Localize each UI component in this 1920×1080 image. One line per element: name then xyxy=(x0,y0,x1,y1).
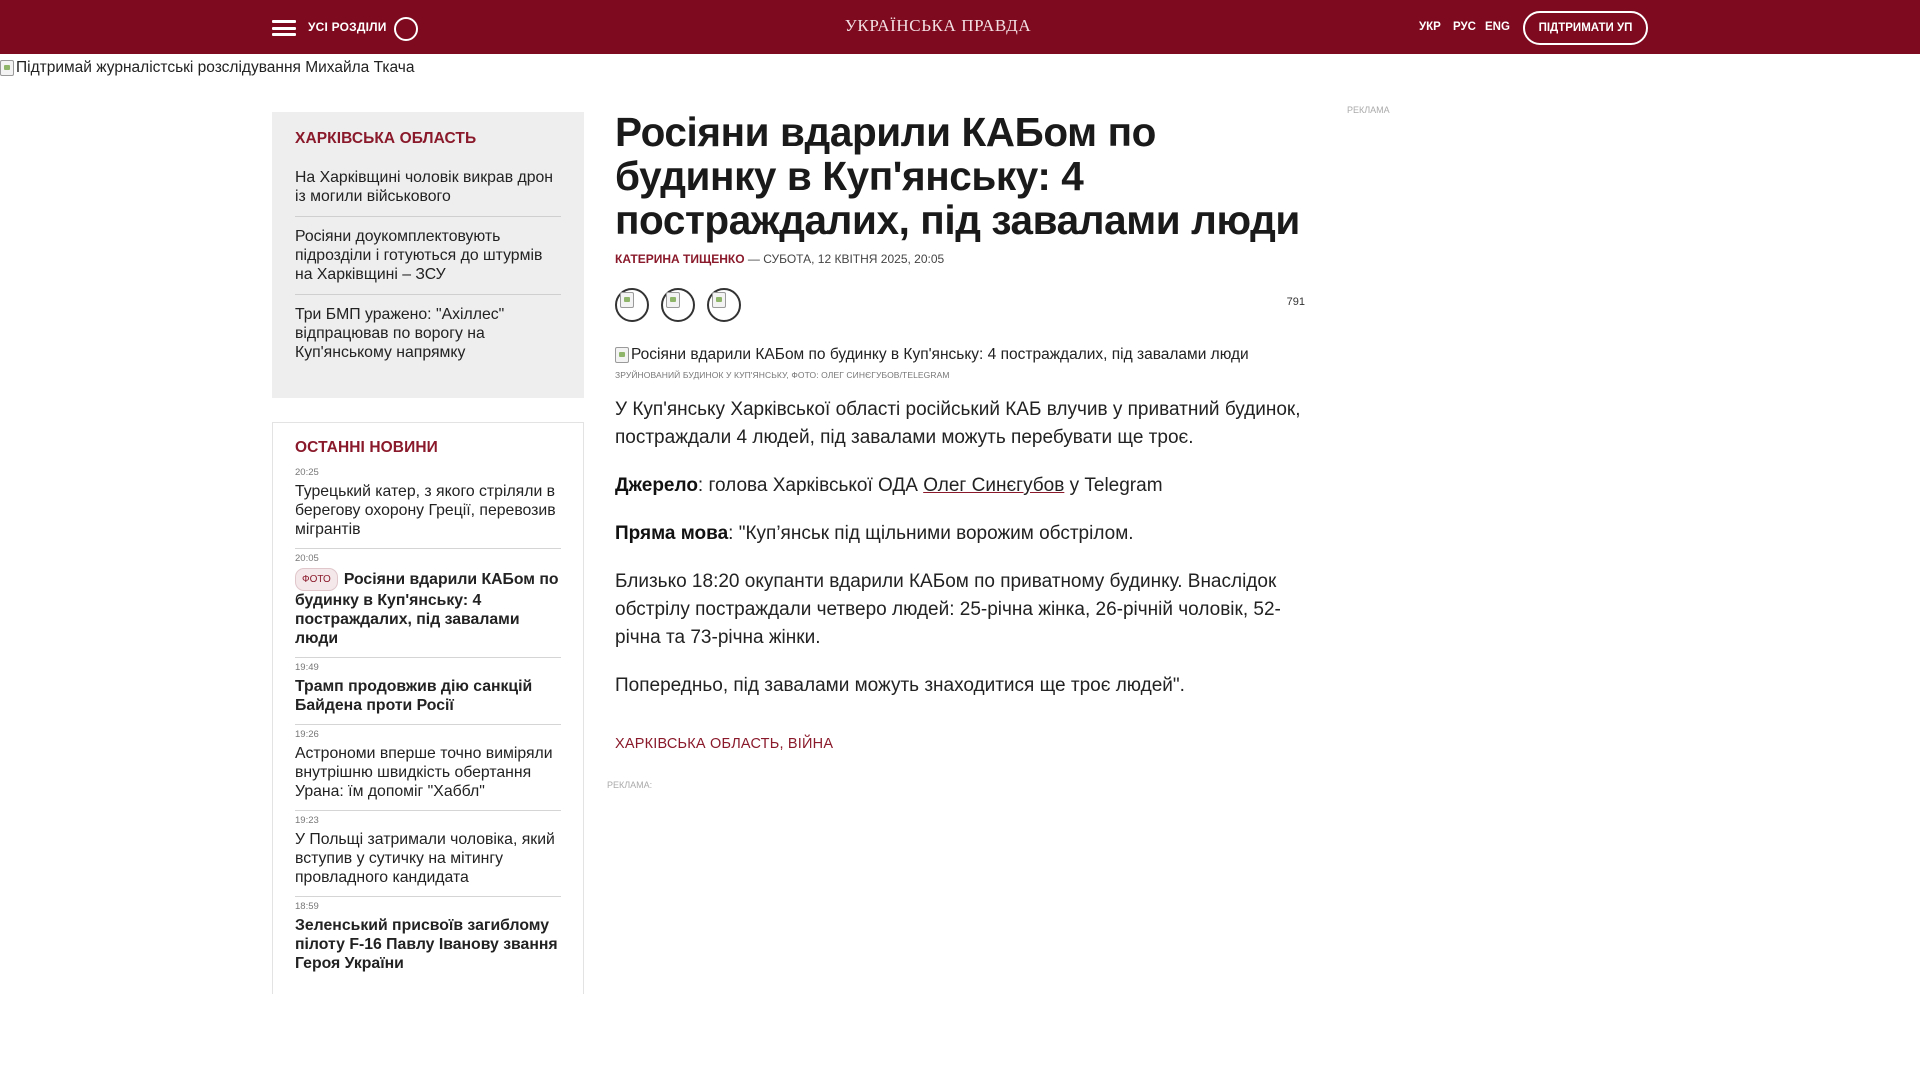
share-facebook-icon[interactable] xyxy=(615,288,649,322)
region-news-title[interactable]: ХАРКІВСЬКА ОБЛАСТЬ xyxy=(295,130,477,147)
article-date: СУБОТА, 12 КВІТНЯ 2025, 20:05 xyxy=(763,252,945,266)
article-source xyxy=(615,472,1305,500)
article-paragraph: Попередньо, під завалами можуть знаходитися ще троє людей". xyxy=(615,675,1185,696)
tag-link[interactable]: ВІЙНА xyxy=(787,736,834,752)
region-news-item[interactable]: Росіяни доукомплектовують підрозділи і готуються до штурмів на Харківщині – ЗСУ xyxy=(295,217,561,295)
source-link[interactable]: Олег Синєгубов xyxy=(923,475,1065,496)
region-news-item[interactable]: Три БМП уражено: "Ахіллес" відпрацював по ворогу на Куп'янському напрямку xyxy=(295,306,505,361)
latest-news-item[interactable] xyxy=(295,549,561,658)
news-time: 19:26 xyxy=(295,729,319,740)
latest-news-item[interactable] xyxy=(295,463,561,549)
article-tags xyxy=(615,736,1305,752)
ad-label: РЕКЛАМА xyxy=(1347,105,1390,115)
latest-news-item[interactable] xyxy=(295,725,561,811)
news-headline: У Польщі затримали чоловіка, який вступив у сутичку на мітингу провладного кандидата xyxy=(295,831,555,886)
news-time: 19:23 xyxy=(295,815,319,826)
all-sections-link[interactable]: УСІ РОЗДІЛИ xyxy=(308,20,387,34)
views-count: 791 xyxy=(1286,296,1305,308)
news-time: 18:59 xyxy=(295,901,319,912)
article-title: Росіяни вдарили КАБом по будинку в Куп'янську: 4 постраждалих, під завалами люди xyxy=(615,109,1300,243)
promo-banner[interactable] xyxy=(0,59,415,77)
news-headline: Турецький катер, з якого стріляли в берегову охорону Греції, перевозив мігрантів xyxy=(295,483,556,538)
news-headline: Трамп продовжив дію санкцій Байдена проти Росії xyxy=(295,678,533,714)
news-time: 20:05 xyxy=(295,553,319,564)
quote-text: : "Куп’янськ під щільними ворожим обстрілом. xyxy=(728,523,1134,544)
news-time: 20:25 xyxy=(295,467,319,478)
promo-banner-alt: Підтримай журналістські розслідування Михайла Ткача xyxy=(16,59,415,76)
site-logo[interactable]: УКРАЇНСЬКА ПРАВДА xyxy=(844,16,1032,35)
region-news-box xyxy=(272,112,584,398)
share-bar xyxy=(615,288,1305,328)
share-telegram-icon[interactable] xyxy=(707,288,741,322)
support-button[interactable]: ПІДТРИМАТИ УП xyxy=(1523,11,1648,45)
tag-link[interactable]: ХАРКІВСЬКА ОБЛАСТЬ xyxy=(615,736,780,752)
article-paragraph: Близько 18:20 окупанти вдарили КАБом по приватному будинку. Внаслідок обстрілу постраждали четверо людей: 25-річна жінка, 26-річній чоловік, 52-річна та 73-річна жінки. xyxy=(615,571,1281,648)
news-headline: Росіяни вдарили КАБом по будинку в Куп'янську: 4 постраждалих, під завалами люди xyxy=(295,571,559,647)
article-meta xyxy=(615,252,1305,266)
source-text: : голова Харківської ОДА xyxy=(697,475,924,496)
latest-news-box xyxy=(272,422,584,994)
source-label: Джерело xyxy=(615,475,698,496)
article-photo xyxy=(615,346,1305,364)
lang-eng-link[interactable]: ENG xyxy=(1485,21,1510,33)
site-header xyxy=(0,0,1920,54)
news-time: 19:49 xyxy=(295,662,319,673)
latest-news-title[interactable]: ОСТАННІ НОВИНИ xyxy=(295,439,438,456)
quote-label: Пряма мова xyxy=(615,523,729,544)
article xyxy=(615,110,1305,752)
tag-separator: , xyxy=(779,736,788,752)
news-headline: Зеленський присвоїв загиблому пілоту F-16 Павлу Іванову звання Героя України xyxy=(295,917,558,972)
article-photo-alt: Росіяни вдарили КАБом по будинку в Куп'янську: 4 постраждалих, під завалами люди xyxy=(631,346,1249,363)
photo-caption: ЗРУЙНОВАНИЙ БУДИНОК У КУП'ЯНСЬКУ, ФОТО: ОЛЕГ СИНЄГУБОВ/TELEGRAM xyxy=(615,370,950,380)
author-link[interactable]: КАТЕРИНА ТИЩЕНКО xyxy=(615,252,745,266)
article-lead: У Куп'янську Харківської області російський КАБ влучив у приватний будинок, постраждали 4 людей, під завалами можуть перебувати ще троє. xyxy=(615,399,1301,448)
source-text-after: у Telegram xyxy=(1064,475,1163,496)
article-quote xyxy=(615,520,1305,548)
ad-label: РЕКЛАМА: xyxy=(607,780,653,790)
lang-rus-link[interactable]: РУС xyxy=(1453,21,1476,33)
lang-ukr-link[interactable]: УКР xyxy=(1419,21,1441,33)
latest-news-item[interactable] xyxy=(295,658,561,725)
broken-image-icon xyxy=(0,60,14,76)
broken-image-icon xyxy=(615,347,629,363)
latest-news-item[interactable] xyxy=(295,897,561,982)
share-twitter-icon[interactable] xyxy=(661,288,695,322)
region-news-item[interactable]: На Харківщині чоловік викрав дрон із могили військового xyxy=(295,158,561,217)
latest-news-item[interactable] xyxy=(295,811,561,897)
news-headline: Астрономи вперше точно виміряли внутрішню швидкість обертання Урана: їм допоміг "Хаббл" xyxy=(295,745,553,800)
meta-separator: — xyxy=(744,252,764,266)
photo-badge: ФОТО xyxy=(295,568,338,591)
